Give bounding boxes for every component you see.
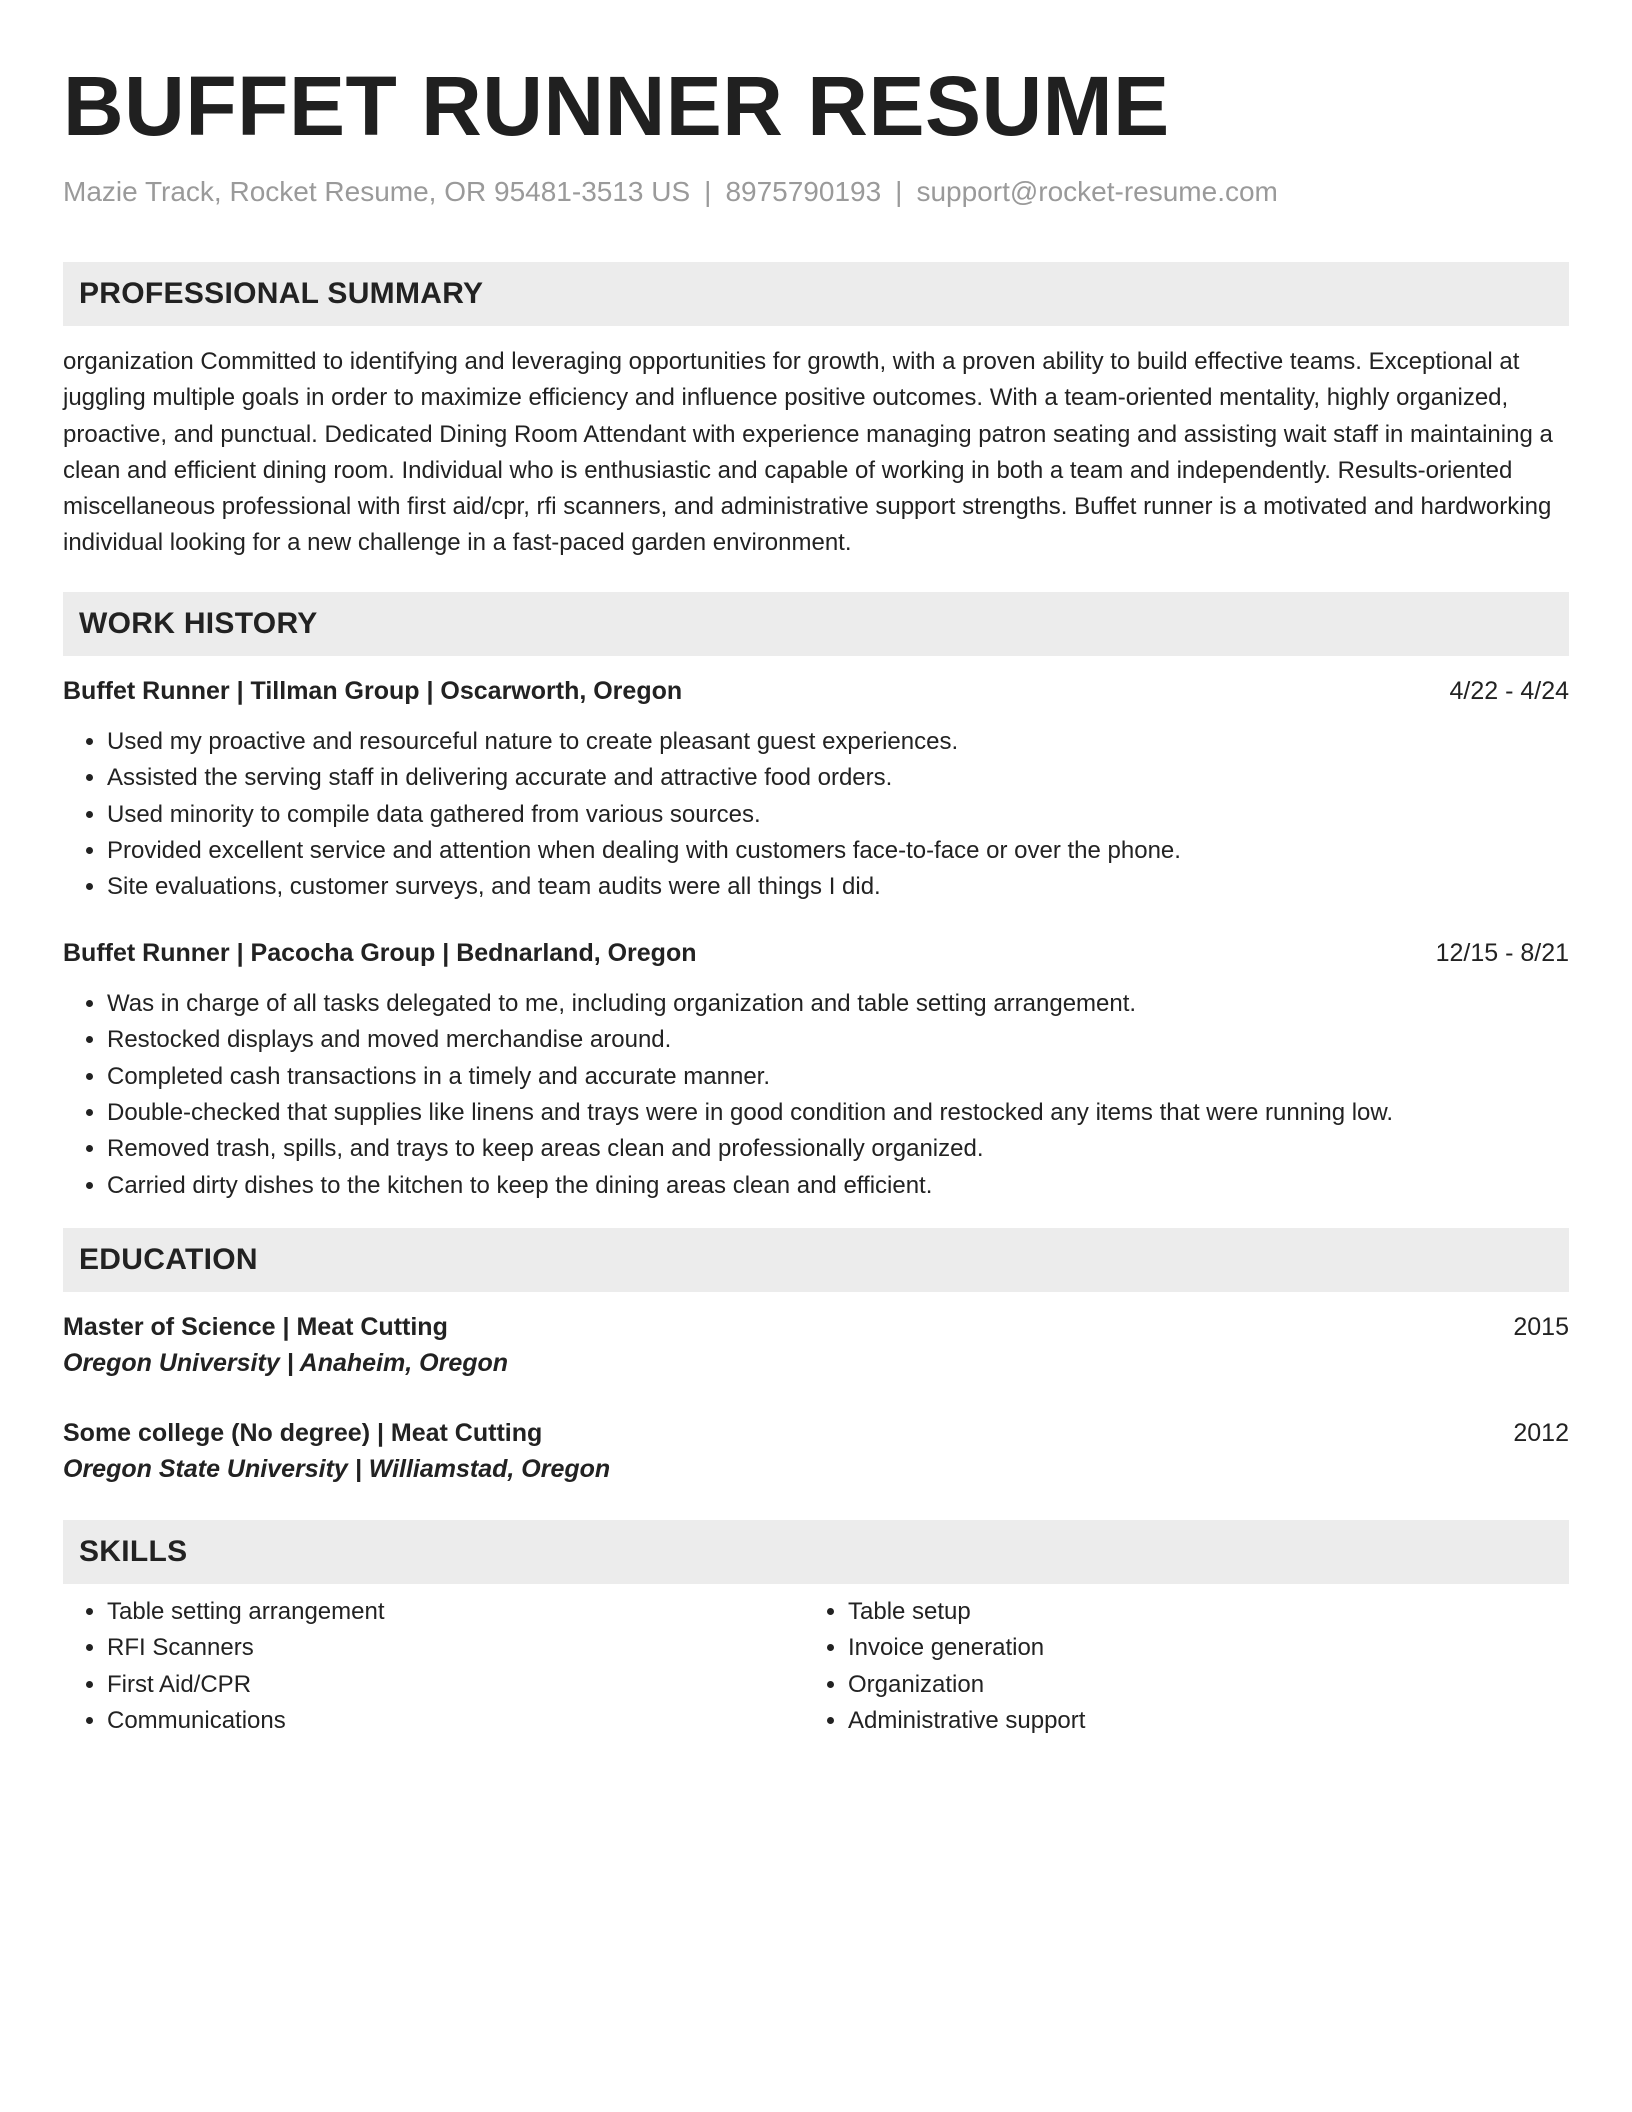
education-row [63, 1416, 1569, 1450]
education-school: Oregon State University | Williamstad, Oregon [63, 1455, 611, 1484]
contact-separator: | [895, 176, 903, 207]
job-entry [63, 674, 1569, 906]
list-item: • Removed trash, spills, and trays to keep areas clean and professionally organized. [107, 1131, 1569, 1167]
summary-text: organization Committed to identifying and leveraging opportunities for growth, with a proven ability to build effective teams. Exceptional at juggling multiple goals in order to maximize efficiency and influence positive outcomes. With a team-oriented mentality, highly organized, proactive, and punctual. Dedicated Dining Room Attendant with experience managing patron seating and assisting wait staff in maintaining a clean and efficient dining room. Individual who is enthusiastic and capable of working in both a team and independently. Results-oriented miscellaneous professional with first aid/cpr, rfi scanners, and administrative support strengths. Buffet runner is a motivated and hardworking individual looking for a new challenge in a fast-paced garden environment. [63, 348, 1553, 557]
skill-item: • Administrative support [848, 1703, 1545, 1739]
list-item: • Carried dirty dishes to the kitchen to keep the dining areas clean and efficient. [107, 1168, 1569, 1204]
job-title-row [63, 936, 1569, 970]
skill-item: • Organization [848, 1667, 1545, 1703]
list-item: • Used minority to compile data gathered from various sources. [107, 797, 1569, 833]
job-dates: 4/22 - 4/24 [1449, 676, 1569, 705]
section-header-education: EDUCATION [63, 1228, 1569, 1292]
job-title: Buffet Runner | Pacocha Group | Bednarland, Oregon [63, 938, 697, 967]
list-item: • Restocked displays and moved merchandise around. [107, 1022, 1569, 1058]
job-entry [63, 936, 1569, 1204]
job-bullets [63, 986, 1569, 1204]
contact-address: Mazie Track, Rocket Resume, OR 95481-3513 US [63, 176, 691, 207]
skill-item: • Table setup [848, 1594, 1545, 1630]
education-degree: Some college (No degree) | Meat Cutting [63, 1419, 543, 1448]
section-header-skills: SKILLS [63, 1520, 1569, 1584]
skills-list [804, 1594, 1545, 1739]
education-entry [63, 1416, 1569, 1488]
education-degree: Master of Science | Meat Cutting [63, 1313, 448, 1342]
skills-grid [63, 1594, 1569, 1739]
skills-column-right [804, 1594, 1545, 1739]
job-bullets [63, 724, 1569, 906]
skill-item: • Communications [107, 1703, 804, 1739]
skills-list [63, 1594, 804, 1739]
contact-email: support@rocket-resume.com [916, 176, 1278, 207]
education-school: Oregon University | Anaheim, Oregon [63, 1349, 509, 1378]
section-header-summary: PROFESSIONAL SUMMARY [63, 262, 1569, 326]
job-dates: 12/15 - 8/21 [1435, 938, 1569, 967]
job-title-row [63, 674, 1569, 708]
resume-title: BUFFET RUNNER RESUME [63, 59, 1170, 153]
education-row [63, 1310, 1569, 1344]
skill-item: • First Aid/CPR [107, 1667, 804, 1703]
education-year: 2012 [1513, 1419, 1569, 1448]
section-header-work-history: WORK HISTORY [63, 592, 1569, 656]
list-item: • Assisted the serving staff in delivering accurate and attractive food orders. [107, 760, 1569, 796]
skill-item: • RFI Scanners [107, 1630, 804, 1666]
list-item: • Site evaluations, customer surveys, and team audits were all things I did. [107, 869, 1569, 905]
contact-phone: 8975790193 [725, 176, 882, 207]
skill-item: • Table setting arrangement [107, 1594, 804, 1630]
education-year: 2015 [1513, 1313, 1569, 1342]
contact-line [63, 174, 1569, 210]
skills-column-left [63, 1594, 804, 1739]
contact-separator: | [704, 176, 712, 207]
job-title: Buffet Runner | Tillman Group | Oscarworth, Oregon [63, 676, 683, 705]
list-item: • Provided excellent service and attention when dealing with customers face-to-face or over the phone. [107, 833, 1569, 869]
list-item: • Completed cash transactions in a timely and accurate manner. [107, 1059, 1569, 1095]
list-item: • Used my proactive and resourceful nature to create pleasant guest experiences. [107, 724, 1569, 760]
education-entry [63, 1310, 1569, 1382]
list-item: • Double-checked that supplies like linens and trays were in good condition and restocked any items that were running low. [107, 1095, 1569, 1131]
skill-item: • Invoice generation [848, 1630, 1545, 1666]
list-item: • Was in charge of all tasks delegated to me, including organization and table setting arrangement. [107, 986, 1569, 1022]
